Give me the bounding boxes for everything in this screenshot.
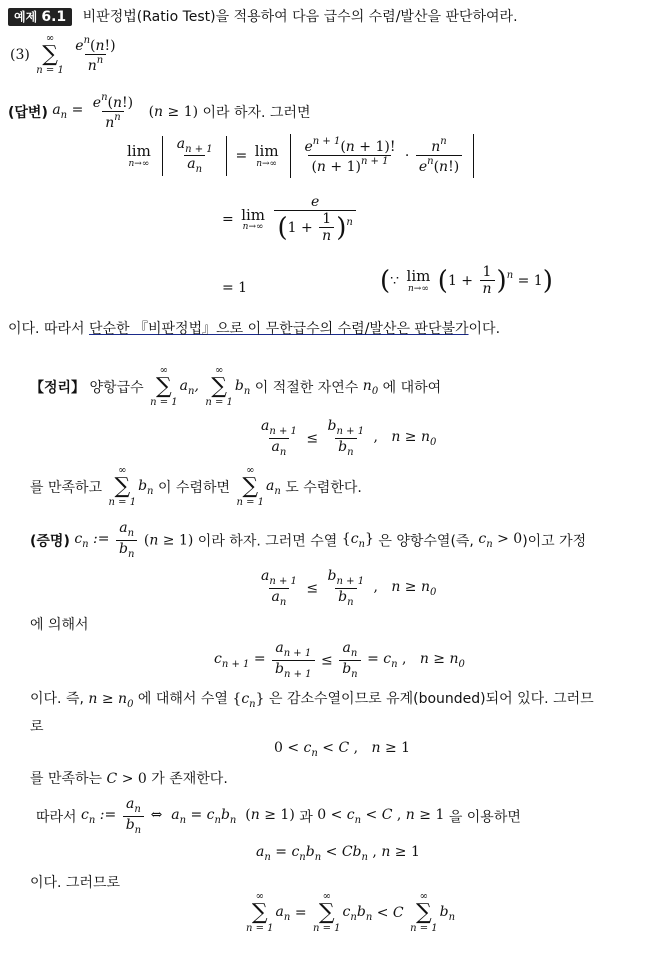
proof-label: (증명): [30, 533, 70, 550]
problem-number: (3): [10, 47, 30, 63]
conclusion-underlined: 단순한 『비판정법』으로 이 무한급수의 수렴/발산은 판단불가: [88, 321, 469, 337]
theorem-statement: 【정리】 양항급수 ∞ ∑ n = 1 $a_n$, ∞ ∑ n = 1 $b_n$ 이 적절한 자연수 $n_0$ 에 대하여: [30, 365, 442, 408]
ratio-line-2: = lim n→∞ e (1 + $\frac{1}{n}$ )$^n$: [222, 194, 358, 245]
example-badge: 예제 6.1: [8, 8, 72, 26]
proof-by-this: 에 의해서: [30, 617, 89, 633]
problem-expression: [10, 34, 121, 76]
proof-exists: 를 만족하는 C > 0 가 존재한다.: [30, 771, 228, 787]
ratio-line-1: lim n→∞ $\frac{a_{n + 1}}{a_n}$ = lim n→∞ $\frac{e^{n + 1}(n + 1)!}{(n + 1)^{n + 1}}$ · $\frac{n^n}{e^n(n!)}$: [124, 134, 478, 178]
proof-decreasing: 이다. 즉, $n \ge n_0$ 에 대해서 수열 $\{c_n\}$ 은 감소수열이므로 유계(bounded)되어 있다. 그러므: [30, 691, 594, 710]
limit-justification: (∵ lim n→∞ (1 + $\frac{1}{n}$ )$^n$ = 1): [380, 264, 553, 298]
answer-definition: (답변) $a_n$ = $\frac{e^n(n!)}{n^n}$ (n ≥ 1) 이라 하자. 그러면: [8, 92, 311, 132]
proof-final-sum: ∞ ∑ n = 1 $a_n$ = ∞ ∑ n = 1 $c_nb_n < C$ ∞ ∑ n = 1 $b_n$: [246, 891, 456, 934]
theorem-inequality: $\frac{a_{n + 1}}{a_n}$ ≤ $\frac{b_{n + 1}}{b_n}$ , $n \ge n_0$: [261, 418, 437, 458]
proof-wrap: 로: [30, 719, 44, 735]
proof-bound: $0 < c_n < C$ , n ≥ 1: [274, 740, 411, 759]
answer-let-text: 이라 하자. 그러면: [202, 104, 311, 121]
theorem-conclusion: 를 만족하고 ∞ ∑ n = 1 $b_n$ 이 수렴하면 ∞ ∑ n = 1 $a_n$ 도 수렴한다.: [30, 465, 362, 508]
conclusion: 이다. 따라서 단순한 『비판정법』으로 이 무한급수의 수렴/발산은 판단불가이다.: [8, 321, 501, 337]
example-header: [8, 6, 518, 26]
theorem-label: 【정리】: [30, 380, 86, 396]
proof-is: 이다. 그러므로: [30, 875, 121, 891]
proof-line-1: (증명) $c_n$ := $\frac{a_n}{b_n}$ (n ≥ 1) 이라 하자. 그러면 수열 $\{c_n\}$ 은 양항수열(즉, $c_n > 0$)이고 가정: [30, 520, 587, 560]
proof-therefore: 따라서 $c_n$ := $\frac{a_n}{b_n}$ ⇔ $a_n = c_nb_n$ (n ≥ 1) 과 $0 < c_n < C$ , n ≥ 1 을 이용하면: [36, 796, 521, 836]
proof-product: $a_n = c_nb_n < Cb_n$ , n ≥ 1: [256, 844, 420, 863]
proof-inequality-1: $\frac{a_{n + 1}}{a_n}$ ≤ $\frac{b_{n + 1}}{b_n}$ , $n \ge n_0$: [261, 568, 437, 608]
series-term: $\frac{e^n(n!)}{n^n}$: [75, 35, 116, 75]
proof-inequality-2: $c_{n + 1}$ = $\frac{a_{n + 1}}{b_{n + 1}}$ ≤ $\frac{a_n}{b_n}$ = $c_n$ , $n \ge n_0$: [214, 640, 465, 680]
example-prompt: 비판정법(Ratio Test)을 적용하여 다음 급수의 수렴/발산을 판단하여라.: [82, 9, 518, 25]
answer-label: (답변): [8, 104, 48, 121]
summation: ∞ ∑ n = 1: [36, 33, 64, 76]
ratio-line-3: = 1: [222, 280, 248, 296]
